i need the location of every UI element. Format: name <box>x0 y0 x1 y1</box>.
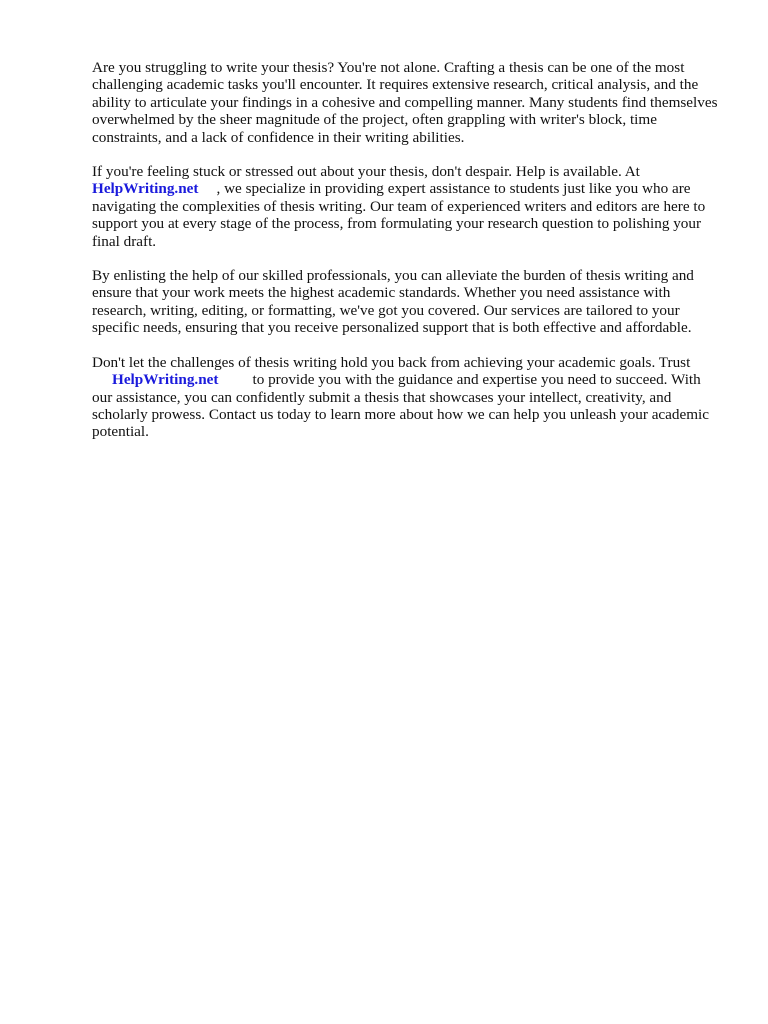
paragraph-help-available <box>92 163 720 250</box>
paragraph-call-to-action <box>92 354 720 441</box>
paragraph-cta-text-after: to provide you with the guidance and expertise you need to succeed. With our assistance, you can confidently submit a thesis that showcases your intellect, creativity, and scholarly prowess. Contact us today to learn more about how we can help you unleash your academic potential. <box>92 371 710 441</box>
helpwriting-link-2[interactable]: HelpWriting.net <box>112 371 219 389</box>
paragraph-intro-text: Are you struggling to write your thesis? You're not alone. Crafting a thesis can be one of the most challenging academic tasks you'll encounter. It requires extensive research, critical analysis, and the ability to articulate your findings in a cohesive and compelling manner. Many students find themselves overwhelmed by the sheer magnitude of the project, often grappling with writer's block, time constraints, and a lack of confidence in their writing abilities. <box>92 59 718 146</box>
paragraph-intro <box>92 59 720 146</box>
helpwriting-link-1[interactable]: HelpWriting.net <box>92 180 199 198</box>
paragraph-help-text-before: If you're feeling stuck or stressed out about your thesis, don't despair. Help is available. At <box>92 163 640 181</box>
paragraph-cta-text-before: Don't let the challenges of thesis writing hold you back from achieving your academic goals. Trust <box>92 353 691 371</box>
paragraph-professionals-text: By enlisting the help of our skilled professionals, you can alleviate the burden of thesis writing and ensure that your work meets the highest academic standards. Whether you need assistance with research, writing, editing, or formatting, we've got you covered. Our services are tailored to your specific needs, ensuring that you receive personalized support that is both effective and affordable. <box>92 267 694 337</box>
paragraph-help-text-after: , we specialize in providing expert assistance to students just like you who are navigating the complexities of thesis writing. Our team of experienced writers and editors are here to support you at every stage of the process, from formulating your research question to polishing your final draft. <box>92 180 706 250</box>
paragraph-professionals <box>92 267 720 337</box>
document-body <box>92 59 720 458</box>
